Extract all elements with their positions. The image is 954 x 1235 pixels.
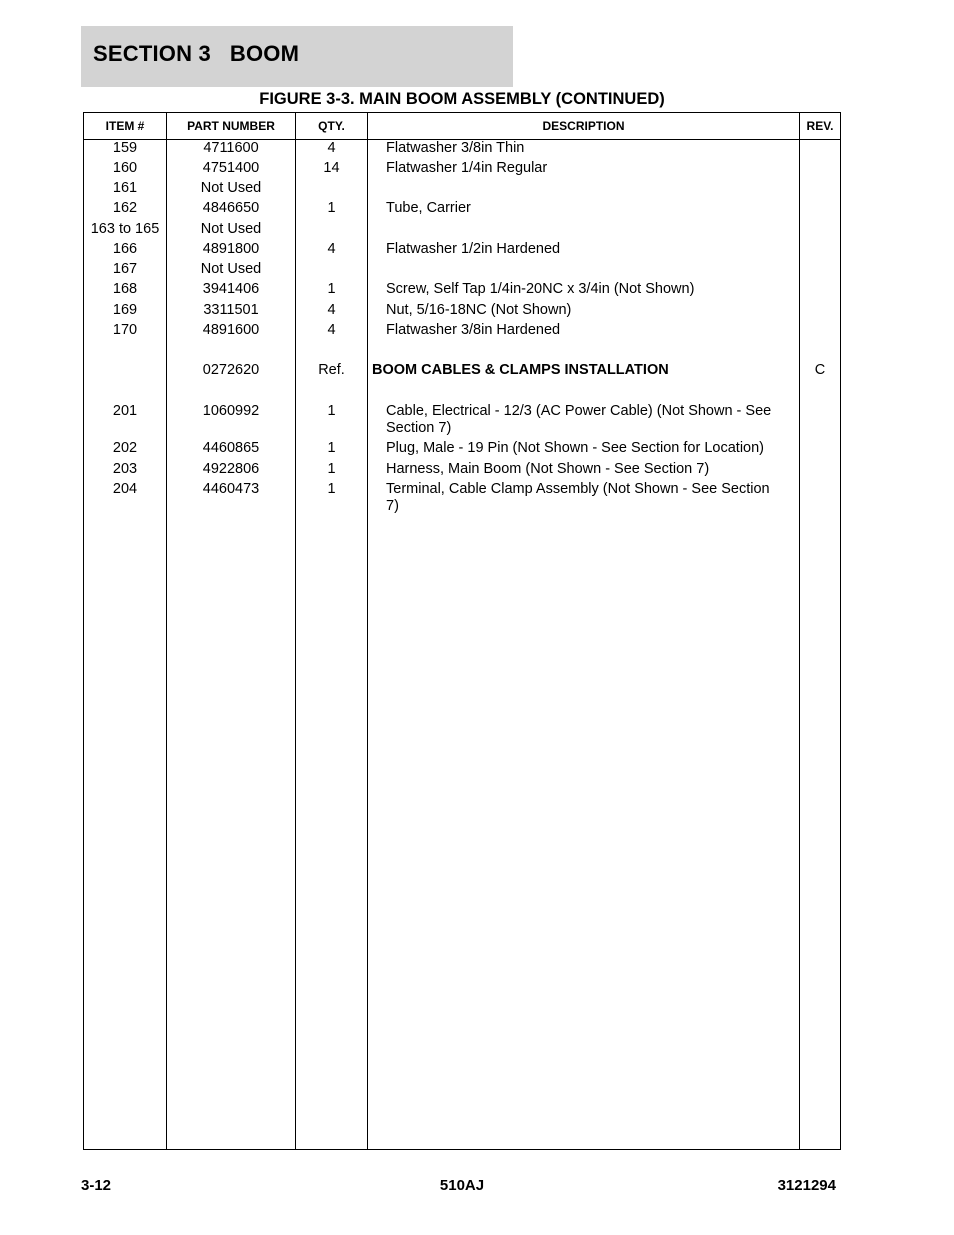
item-number: 201 <box>112 403 138 419</box>
part-number: Not Used <box>200 180 262 196</box>
quantity: Ref. <box>318 362 345 378</box>
header-qty: QTY. <box>318 119 345 133</box>
item-number: 160 <box>112 160 138 176</box>
description: Plug, Male - 19 Pin (Not Shown - See Section for Location) <box>386 440 764 456</box>
description: Screw, Self Tap 1/4in-20NC x 3/4in (Not Shown) <box>386 281 695 297</box>
part-number: Not Used <box>200 221 262 237</box>
header-description: DESCRIPTION <box>542 119 625 133</box>
item-number: 162 <box>112 200 138 216</box>
parts-table <box>83 112 841 1150</box>
part-number: 4846650 <box>202 200 260 216</box>
description: Harness, Main Boom (Not Shown - See Section 7) <box>386 461 710 477</box>
quantity: 1 <box>327 461 336 477</box>
part-number: 1060992 <box>202 403 260 419</box>
section-title: SECTION 3 BOOM <box>93 41 300 66</box>
quantity: 4 <box>327 322 336 338</box>
part-number: 4711600 <box>203 140 259 156</box>
part-number: 4460473 <box>202 481 260 497</box>
part-number: 4891800 <box>202 241 260 257</box>
quantity: 1 <box>327 281 336 297</box>
header-rev: REV. <box>806 119 834 133</box>
part-number: 3311501 <box>203 302 259 318</box>
model-name: 510AJ <box>439 1177 485 1194</box>
part-number: 3941406 <box>202 281 260 297</box>
header-part-number: PART NUMBER <box>187 119 275 133</box>
item-number: 163 to 165 <box>90 221 160 237</box>
description: Flatwasher 1/2in Hardened <box>386 241 561 257</box>
quantity: 1 <box>327 481 336 497</box>
item-number: 170 <box>112 322 138 338</box>
figure-title: FIGURE 3-3. MAIN BOOM ASSEMBLY (CONTINUED) <box>259 90 665 108</box>
part-number: 0272620 <box>202 362 260 378</box>
column-divider <box>799 113 800 1149</box>
item-number: 168 <box>112 281 138 297</box>
item-number: 169 <box>112 302 138 318</box>
quantity: 1 <box>327 403 336 419</box>
quantity: 4 <box>327 302 336 318</box>
part-number: 4922806 <box>202 461 260 477</box>
description: Cable, Electrical - 12/3 (AC Power Cable) (Not Shown - See Section 7) <box>386 403 772 436</box>
quantity: 4 <box>327 241 336 257</box>
item-number: 159 <box>112 140 138 156</box>
quantity: 14 <box>323 160 340 176</box>
description: Flatwasher 3/8in Hardened <box>386 322 561 338</box>
description: Flatwasher 1/4in Regular <box>386 160 548 176</box>
item-number: 203 <box>112 461 138 477</box>
section-heading: BOOM CABLES & CLAMPS INSTALLATION <box>372 362 669 378</box>
description: Terminal, Cable Clamp Assembly (Not Shown - See Section 7) <box>386 481 770 514</box>
document-number: 3121294 <box>777 1177 836 1194</box>
quantity: 1 <box>327 200 336 216</box>
item-number: 204 <box>112 481 138 497</box>
page-number: 3-12 <box>81 1177 112 1194</box>
column-divider <box>367 113 368 1149</box>
description: Tube, Carrier <box>386 200 471 216</box>
column-divider <box>295 113 296 1149</box>
revision: C <box>814 362 826 378</box>
part-number: 4891600 <box>202 322 260 338</box>
item-number: 167 <box>112 261 138 277</box>
quantity: 1 <box>327 440 336 456</box>
item-number: 202 <box>112 440 138 456</box>
description: Nut, 5/16-18NC (Not Shown) <box>386 302 572 318</box>
section-banner <box>81 26 513 87</box>
item-number: 161 <box>112 180 138 196</box>
part-number: 4751400 <box>202 160 260 176</box>
part-number: Not Used <box>200 261 262 277</box>
header-item: ITEM # <box>105 119 145 133</box>
part-number: 4460865 <box>202 440 260 456</box>
item-number: 166 <box>112 241 138 257</box>
description: Flatwasher 3/8in Thin <box>386 140 525 156</box>
quantity: 4 <box>327 140 336 156</box>
